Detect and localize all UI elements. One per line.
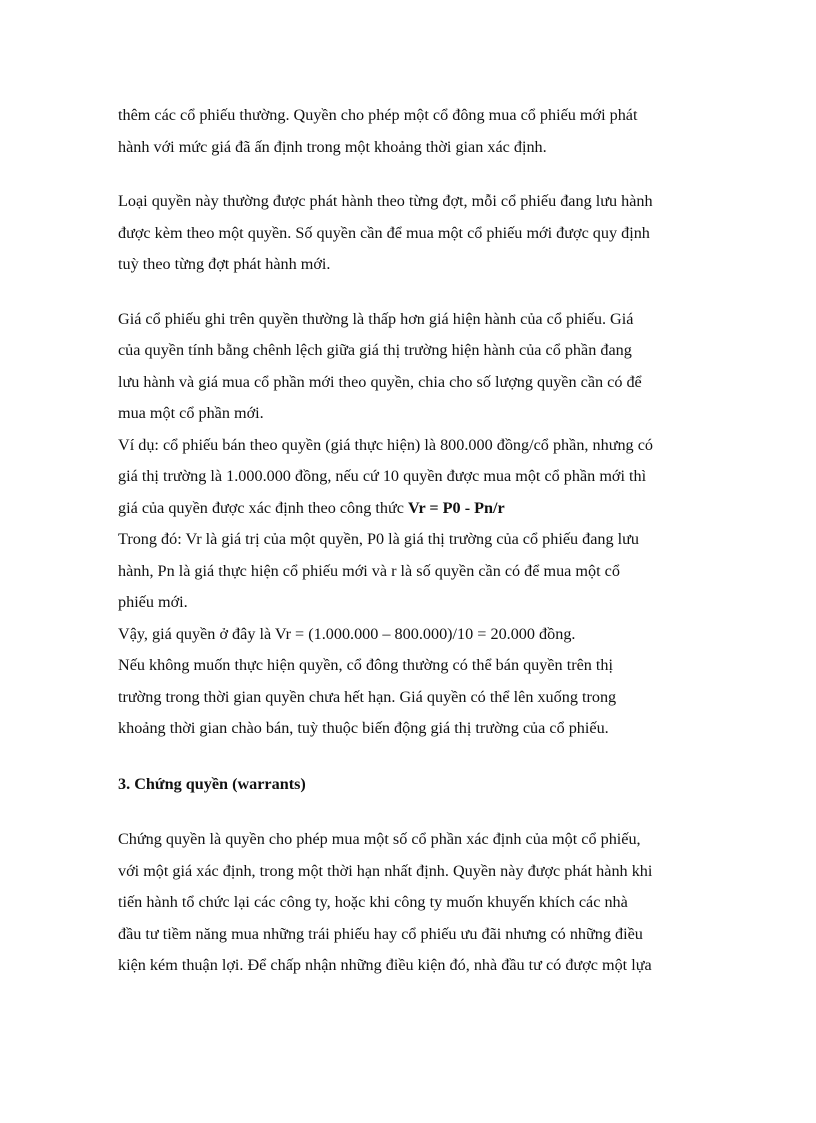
- text-line: Vậy, giá quyền ở đây là Vr = (1.000.000 – 800.000)/10 = 20.000 đồng.: [118, 624, 576, 643]
- text-line: với một giá xác định, trong một thời hạn nhất định. Quyền này được phát hành khi: [118, 861, 653, 880]
- text-line: hành với mức giá đã ấn định trong một khoảng thời gian xác định.: [118, 137, 547, 156]
- formula-prefix: giá của quyền được xác định theo công thức: [118, 498, 408, 517]
- text-line: lưu hành và giá mua cổ phần mới theo quyền, chia cho số lượng quyền cần có để: [118, 372, 642, 391]
- text-line: Ví dụ: cổ phiếu bán theo quyền (giá thực hiện) là 800.000 đồng/cổ phần, nhưng có: [118, 435, 653, 454]
- paragraph-rights-issue: [118, 186, 718, 281]
- text-line: Chứng quyền là quyền cho phép mua một số cổ phần xác định của một cổ phiếu,: [118, 830, 641, 848]
- formula-line: [118, 493, 718, 525]
- paragraph-rights-price: [118, 304, 718, 745]
- text-line: đầu tư tiềm năng mua những trái phiếu hay cổ phiếu ưu đãi nhưng có những điều: [118, 924, 643, 943]
- text-line: tiến hành tổ chức lại các công ty, hoặc khi công ty muốn khuyến khích các nhà: [118, 893, 628, 911]
- text-line: trường trong thời gian quyền chưa hết hạn. Giá quyền có thể lên xuống trong: [118, 687, 617, 706]
- text-line: Loại quyền này thường được phát hành theo từng đợt, mỗi cổ phiếu đang lưu hành: [118, 192, 653, 210]
- text-line: tuỳ theo từng đợt phát hành mới.: [118, 255, 331, 273]
- section-heading: 3. Chứng quyền (warrants): [118, 774, 306, 793]
- text-line: giá thị trường là 1.000.000 đồng, nếu cứ 10 quyền được mua một cổ phần mới thì: [118, 467, 647, 485]
- text-line: phiếu mới.: [118, 593, 188, 611]
- text-line: Nếu không muốn thực hiện quyền, cổ đông thường có thể bán quyền trên thị: [118, 656, 613, 674]
- text-line: được kèm theo một quyền. Số quyền cần để mua một cổ phiếu mới được quy định: [118, 223, 650, 242]
- text-line: mua một cổ phần mới.: [118, 404, 264, 422]
- formula: Vr = P0 - Pn/r: [407, 498, 505, 517]
- text-line: khoảng thời gian chào bán, tuỳ thuộc biến động giá thị trường của cổ phiếu.: [118, 719, 609, 737]
- document-page: [118, 100, 718, 982]
- text-line: thêm các cổ phiếu thường. Quyền cho phép một cổ đông mua cổ phiếu mới phát: [118, 106, 638, 124]
- text-line: Giá cổ phiếu ghi trên quyền thường là thấp hơn giá hiện hành của cổ phiếu. Giá: [118, 309, 634, 328]
- text-line: Trong đó: Vr là giá trị của một quyền, P0 là giá thị trường của cổ phiếu đang lưu: [118, 530, 640, 548]
- paragraph-rights-intro: [118, 100, 718, 163]
- text-line: kiện kém thuận lợi. Để chấp nhận những điều kiện đó, nhà đầu tư có được một lựa: [118, 956, 652, 974]
- text-line: của quyền tính bằng chênh lệch giữa giá thị trường hiện hành của cổ phần đang: [118, 341, 632, 359]
- paragraph-warrants: [118, 824, 718, 982]
- text-line: hành, Pn là giá thực hiện cổ phiếu mới và r là số quyền cần có để mua một cổ: [118, 561, 620, 580]
